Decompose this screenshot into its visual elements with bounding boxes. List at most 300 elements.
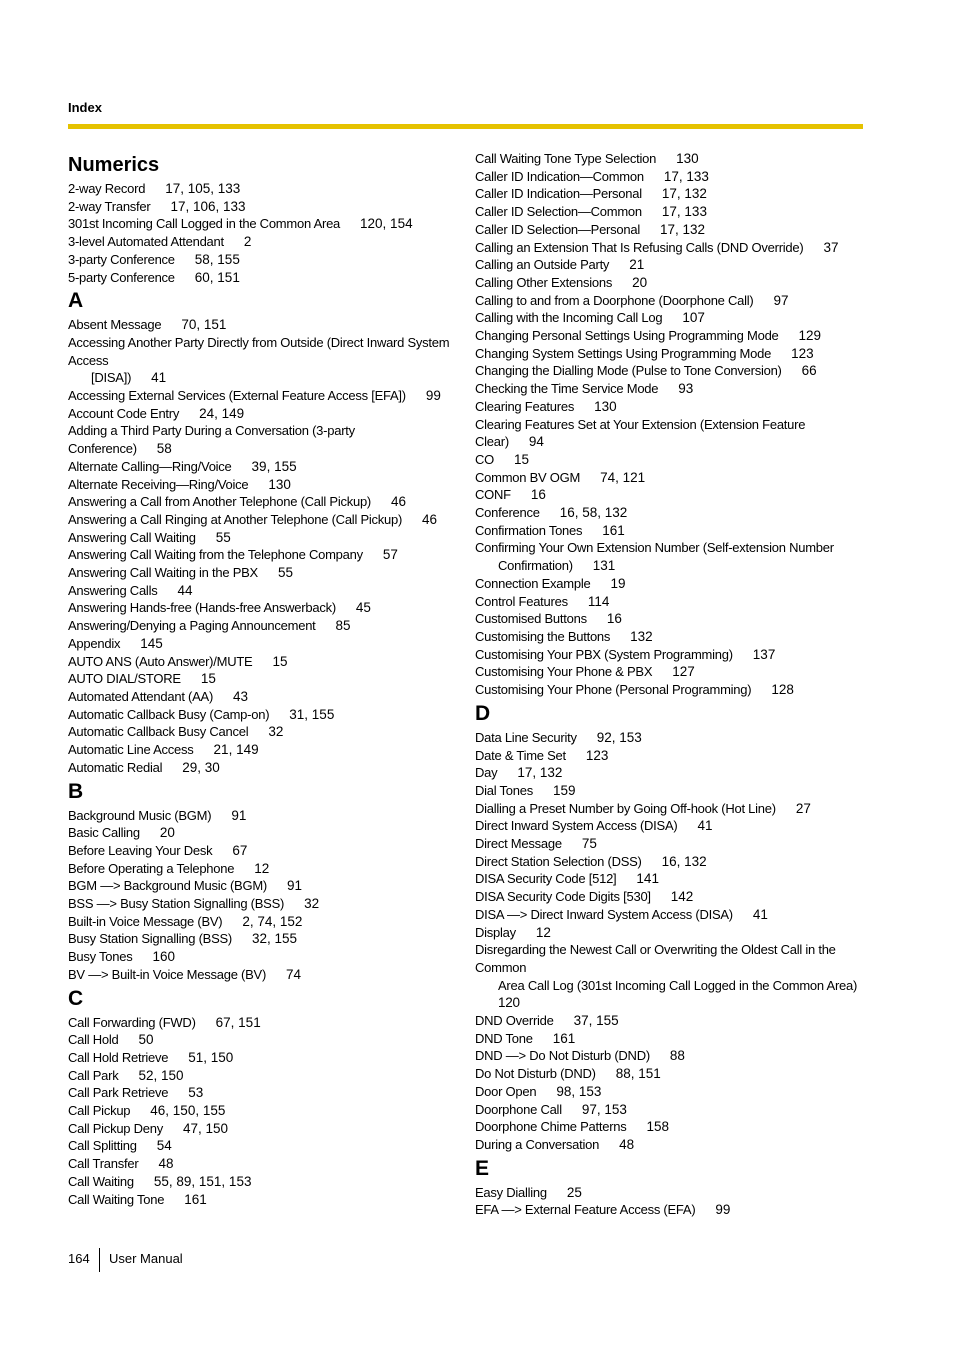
entry-pages: 58, 155 (194, 251, 240, 267)
entry-pages: 98, 153 (556, 1083, 602, 1099)
entry-pages: 41 (752, 906, 768, 922)
entry-term: Date & Time Set (475, 747, 566, 763)
entry-term: Clearing Features Set at Your Extension (Extension Feature Clear) (475, 416, 806, 450)
entry-term: 2-way Transfer (68, 198, 151, 214)
index-section (475, 1154, 867, 1219)
entry-term: Busy Tones (68, 949, 133, 965)
index-entry (68, 895, 460, 913)
index-entry (475, 853, 867, 871)
entry-term: Answering Call Waiting in the PBX (68, 565, 258, 581)
entry-pages: 16, 132 (661, 853, 707, 869)
index-column-left (68, 150, 460, 1208)
entry-pages: 21, 149 (213, 742, 259, 758)
index-entry (68, 842, 460, 860)
entry-term: Alternate Calling—Ring/Voice (68, 458, 232, 474)
entry-pages: 159 (552, 782, 576, 798)
entry-pages: 145 (140, 635, 163, 651)
footer-page-number: 164 (68, 1251, 90, 1266)
index-entry (68, 493, 460, 511)
entry-pages: 107 (682, 310, 705, 326)
entry-continuation-text: Confirmation) (498, 558, 573, 574)
entry-pages: 17, 133 (663, 168, 709, 184)
entry-term: Calling with the Incoming Call Log (475, 310, 663, 326)
index-entry (68, 251, 460, 269)
entry-pages: 51, 150 (188, 1049, 234, 1065)
entry-term: Call Waiting (68, 1173, 134, 1189)
entry-term: EFA —> External Feature Access (EFA) (475, 1202, 696, 1218)
entry-term: Changing Personal Settings Using Programming Mode (475, 328, 779, 344)
entry-term: Call Waiting Tone Type Selection (475, 151, 657, 166)
index-entry (68, 233, 460, 251)
entry-term: Automated Attendant (AA) (68, 688, 214, 704)
entry-pages: 70, 151 (181, 317, 227, 333)
entry-pages: 52, 150 (138, 1067, 184, 1083)
entry-term: Automatic Line Access (68, 742, 194, 758)
index-entry (68, 215, 460, 233)
entry-pages: 48 (619, 1136, 635, 1152)
index-entry (68, 670, 460, 688)
entry-term: Answering Call Waiting from the Telephone Company (68, 547, 363, 563)
entry-pages: 99 (715, 1202, 731, 1218)
index-entry (68, 824, 460, 842)
entry-term: Day (475, 765, 498, 781)
index-entry (475, 870, 867, 888)
entry-term: DND Tone (475, 1030, 533, 1046)
index-entry (475, 451, 867, 469)
index-entry (68, 387, 460, 405)
entry-pages: 50 (138, 1032, 154, 1048)
index-entry (475, 888, 867, 906)
entry-term: Customising Your Phone (Personal Programming) (475, 682, 752, 698)
index-entry (68, 930, 460, 948)
entry-pages: 24, 149 (199, 405, 245, 421)
entry-term: Answering Hands-free (Hands-free Answerback) (68, 600, 336, 616)
index-entry (475, 782, 867, 800)
entry-term: DND Override (475, 1013, 554, 1029)
index-entry (68, 316, 460, 334)
index-section (475, 699, 867, 1154)
index-entry (68, 877, 460, 895)
entry-pages: 17, 132 (659, 221, 706, 237)
index-entry (475, 239, 867, 257)
entry-term: CO (475, 451, 494, 467)
section-heading: C (68, 986, 84, 1010)
index-entry (475, 575, 867, 593)
entry-pages: 31, 155 (289, 706, 335, 722)
entry-pages: 32 (268, 724, 284, 740)
entry-pages: 55 (277, 565, 293, 581)
entry-pages: 88, 151 (615, 1066, 661, 1082)
section-heading: E (475, 1156, 490, 1180)
index-column-right (475, 150, 867, 1219)
entry-pages: 158 (646, 1119, 670, 1135)
index-entry (475, 185, 867, 203)
index-entry (475, 539, 867, 574)
entry-pages: 66 (801, 363, 817, 379)
entry-term: Accessing Another Party Directly from Outside (Direct Inward System Access (68, 334, 450, 368)
entry-term: Clearing Features (475, 398, 575, 414)
index-entry (475, 747, 867, 765)
index-entry (68, 688, 460, 706)
index-entry (68, 269, 460, 287)
entry-term: Answering/Denying a Paging Announcement (68, 618, 316, 634)
index-section (475, 150, 867, 699)
entry-pages: 120, 154 (360, 216, 413, 232)
entry-pages: 2, 74, 152 (242, 913, 303, 929)
entry-term: Common BV OGM (475, 469, 581, 485)
entry-term: Connection Example (475, 575, 591, 591)
footer-separator (99, 1248, 100, 1272)
index-entry (475, 416, 867, 451)
index-entry (475, 469, 867, 487)
entry-pages: 92, 153 (596, 729, 642, 745)
entry-term: DISA Security Code Digits [530] (475, 889, 651, 905)
entry-term: Customised Buttons (475, 611, 587, 627)
index-entry (68, 458, 460, 476)
entry-pages: 19 (610, 575, 626, 591)
index-entry (475, 1136, 867, 1154)
index-entry (68, 1137, 460, 1155)
index-entry (475, 522, 867, 540)
index-entry (68, 635, 460, 653)
entry-pages: 45 (355, 600, 371, 616)
entry-term: Customising Your PBX (System Programming) (475, 646, 733, 662)
entry-pages: 88 (669, 1048, 685, 1064)
index-entry (68, 1014, 460, 1032)
entry-term: Easy Dialling (475, 1184, 547, 1200)
index-entry (475, 380, 867, 398)
entry-pages: 99 (425, 388, 441, 404)
entry-pages: 131 (592, 558, 616, 574)
entry-term: Direct Station Selection (DSS) (475, 853, 642, 869)
entry-term: Checking the Time Service Mode (475, 381, 659, 397)
entry-term: Answering a Call Ringing at Another Telephone (Call Pickup) (68, 511, 403, 527)
entry-pages: 48 (158, 1156, 174, 1172)
entry-term: Dial Tones (475, 782, 533, 798)
entry-pages: 97 (773, 292, 789, 308)
entry-pages: 91 (287, 878, 303, 894)
entry-pages: 161 (602, 522, 625, 538)
entry-pages: 37 (823, 239, 839, 255)
index-entry (68, 546, 460, 564)
index-entry (68, 564, 460, 582)
entry-pages: 75 (581, 836, 597, 852)
entry-pages: 32 (304, 896, 320, 912)
entry-pages: 58 (156, 441, 172, 457)
index-entry (68, 723, 460, 741)
entry-pages: 161 (552, 1030, 576, 1046)
index-entry (68, 966, 460, 984)
entry-pages: 60, 151 (194, 269, 240, 285)
entry-term: Accessing External Services (External Feature Access [EFA]) (68, 388, 406, 404)
entry-continuation-text: [DISA]) (91, 370, 132, 386)
entry-term: Disregarding the Newest Call or Overwriting the Oldest Call in the Common (475, 942, 836, 975)
index-entry (475, 309, 867, 327)
index-entry (68, 1067, 460, 1085)
index-entry (475, 1065, 867, 1083)
entry-term: During a Conversation (475, 1136, 600, 1152)
entry-pages: 20 (632, 274, 648, 290)
entry-pages: 15 (200, 671, 216, 687)
index-entry (475, 1047, 867, 1065)
entry-term: Caller ID Selection—Personal (475, 221, 640, 237)
entry-term: Confirming Your Own Extension Number (Self-extension Number (475, 540, 834, 556)
index-entry (68, 476, 460, 494)
index-entry (475, 345, 867, 363)
index-entry (68, 529, 460, 547)
index-entry (475, 274, 867, 292)
index-entry (68, 1191, 460, 1209)
index-entry (68, 807, 460, 825)
entry-pages: 41 (151, 370, 167, 386)
index-entry (68, 511, 460, 529)
entry-pages: 67 (232, 842, 248, 858)
index-entry (68, 1031, 460, 1049)
index-entry (475, 681, 867, 699)
entry-pages: 43 (233, 688, 249, 704)
entry-pages: 114 (587, 593, 610, 609)
entry-term: Caller ID Indication—Common (475, 168, 644, 184)
entry-continuation (475, 977, 867, 995)
index-section (68, 984, 460, 1209)
entry-term: Before Operating a Telephone (68, 860, 235, 876)
header-rule (68, 124, 863, 129)
entry-term: Customising Your Phone & PBX (475, 664, 653, 680)
entry-term: Call Splitting (68, 1138, 137, 1154)
entry-term: 3-party Conference (68, 251, 175, 267)
entry-term: Answering Call Waiting (68, 529, 196, 545)
entry-term: Changing System Settings Using Programming Mode (475, 345, 772, 361)
entry-pages: 127 (672, 664, 695, 680)
index-entry (475, 663, 867, 681)
entry-pages: 44 (177, 582, 193, 598)
entry-term: Background Music (BGM) (68, 807, 212, 823)
entry-pages: 55 (215, 529, 231, 545)
index-entry (475, 906, 867, 924)
section-heading: Numerics (68, 154, 160, 176)
entry-continuation (475, 557, 867, 575)
entry-pages: 15 (514, 451, 530, 467)
entry-term: Call Hold (68, 1032, 119, 1048)
entry-pages: 54 (156, 1138, 172, 1154)
index-entry (475, 327, 867, 345)
entry-pages: 16 (530, 487, 546, 503)
entry-term: Doorphone Call (475, 1101, 562, 1117)
entry-pages: 32, 155 (252, 931, 298, 947)
index-entry (475, 486, 867, 504)
index-entry (475, 150, 867, 168)
entry-pages: 16, 58, 132 (559, 505, 628, 521)
entry-pages: 41 (697, 818, 713, 834)
index-entry (68, 1102, 460, 1120)
index-section (68, 286, 460, 776)
entry-pages: 91 (231, 807, 247, 823)
entry-term: Automatic Callback Busy (Camp-on) (68, 706, 270, 722)
entry-term: Control Features (475, 593, 568, 609)
entry-term: DND —> Do Not Disturb (DND) (475, 1048, 650, 1064)
entry-term: Call Pickup Deny (68, 1120, 163, 1136)
entry-pages: 46 (391, 494, 407, 510)
index-entry (68, 741, 460, 759)
index-entry (475, 593, 867, 611)
index-section (68, 777, 460, 984)
entry-pages: 39, 155 (251, 458, 297, 474)
entry-term: Automatic Redial (68, 759, 163, 775)
entry-pages: 130 (268, 476, 291, 492)
entry-pages: 57 (382, 547, 398, 563)
entry-pages: 17, 132 (661, 186, 707, 202)
index-entry (68, 1173, 460, 1191)
entry-pages: 47, 150 (183, 1120, 229, 1136)
entry-term: Call Hold Retrieve (68, 1049, 169, 1065)
index-entry (68, 653, 460, 671)
index-entry (68, 1049, 460, 1067)
index-entry (475, 835, 867, 853)
entry-term: Display (475, 924, 516, 940)
entry-term: Appendix (68, 635, 121, 651)
entry-pages: 85 (335, 618, 351, 634)
index-entry (68, 198, 460, 216)
index-entry (475, 628, 867, 646)
entry-pages: 74 (286, 966, 302, 982)
index-entry (475, 764, 867, 782)
entry-pages: 12 (535, 924, 551, 940)
index-entry (68, 706, 460, 724)
index-entry (475, 398, 867, 416)
entry-term: Doorphone Chime Patterns (475, 1119, 627, 1135)
entry-pages: 132 (630, 628, 653, 644)
entry-pages: 12 (254, 860, 270, 876)
index-entry (68, 948, 460, 966)
entry-pages: 94 (528, 434, 544, 450)
entry-term: CONF (475, 487, 511, 503)
entry-continuation-text: Area Call Log (301st Incoming Call Logged in the Common Area) (498, 977, 858, 993)
entry-pages: 21 (629, 257, 645, 273)
entry-pages: 16 (606, 611, 622, 627)
index-entry (475, 292, 867, 310)
index-entry (475, 1030, 867, 1048)
index-entry (68, 1155, 460, 1173)
index-entry (68, 180, 460, 198)
entry-term: Conference (475, 505, 540, 521)
section-heading: D (475, 701, 491, 725)
index-entry (68, 1120, 460, 1138)
entry-term: Account Code Entry (68, 405, 180, 421)
entry-term: Caller ID Selection—Common (475, 204, 642, 220)
index-entry (475, 646, 867, 664)
index-entry (475, 1201, 867, 1219)
entry-term: Do Not Disturb (DND) (475, 1066, 596, 1082)
entry-term: Direct Message (475, 836, 562, 852)
entry-pages: 15 (272, 653, 288, 669)
entry-pages: 120 (498, 995, 520, 1011)
index-entry (475, 203, 867, 221)
entry-term: Answering a Call from Another Telephone (Call Pickup) (68, 494, 372, 510)
entry-pages: 130 (676, 151, 699, 166)
entry-term: Call Forwarding (FWD) (68, 1014, 196, 1030)
entry-pages: 2 (243, 234, 252, 250)
entry-pages: 17, 132 (517, 765, 563, 781)
entry-pages: 93 (678, 381, 694, 397)
entry-term: Call Park Retrieve (68, 1085, 169, 1101)
entry-pages: 46, 150, 155 (150, 1103, 226, 1119)
entry-continuation (68, 369, 460, 387)
entry-term: Absent Message (68, 317, 162, 333)
index-entry (68, 759, 460, 777)
index-entry (68, 334, 460, 387)
index-entry (475, 1012, 867, 1030)
entry-term: Changing the Dialling Mode (Pulse to Tone Conversion) (475, 363, 782, 379)
index-entry (475, 362, 867, 380)
entry-term: 301st Incoming Call Logged in the Common Area (68, 216, 341, 232)
entry-term: BV —> Built-in Voice Message (BV) (68, 966, 267, 982)
index-entry (475, 1118, 867, 1136)
index-entry (68, 405, 460, 423)
index-entry (475, 504, 867, 522)
entry-term: Built-in Voice Message (BV) (68, 913, 223, 929)
entry-pages: 123 (791, 345, 814, 361)
entry-term: AUTO ANS (Auto Answer)/MUTE (68, 653, 253, 669)
entry-term: DISA Security Code [512] (475, 871, 617, 887)
index-entry (475, 168, 867, 186)
section-heading: A (68, 289, 84, 313)
index-entry (475, 729, 867, 747)
entry-term: Direct Inward System Access (DISA) (475, 818, 678, 834)
entry-term: DISA —> Direct Inward System Access (DISA) (475, 906, 733, 922)
entry-term: Answering Calls (68, 582, 158, 598)
entry-term: Door Open (475, 1083, 537, 1099)
entry-pages: 74, 121 (600, 469, 646, 485)
entry-term: Caller ID Indication—Personal (475, 186, 642, 202)
index-section (68, 150, 460, 286)
entry-pages: 17, 133 (661, 204, 707, 220)
index-entry (68, 1084, 460, 1102)
index-entry (475, 817, 867, 835)
index-entry (68, 422, 460, 457)
entry-pages: 55, 89, 151, 153 (153, 1173, 252, 1189)
index-entry (475, 221, 867, 239)
entry-pages: 37, 155 (573, 1013, 619, 1029)
index-entry (475, 941, 867, 1012)
entry-term: Dialling a Preset Number by Going Off-hook (Hot Line) (475, 800, 776, 816)
entry-pages: 128 (771, 682, 794, 698)
entry-pages: 29, 30 (182, 759, 220, 775)
entry-term: Automatic Callback Busy Cancel (68, 724, 249, 740)
entry-pages: 27 (795, 800, 811, 816)
entry-term: BGM —> Background Music (BGM) (68, 878, 267, 894)
entry-term: Data Line Security (475, 729, 577, 745)
entry-term: Before Leaving Your Desk (68, 842, 213, 858)
index-entry (475, 800, 867, 818)
entry-term: Call Park (68, 1067, 119, 1083)
entry-pages: 130 (594, 398, 617, 414)
footer-manual-label: User Manual (109, 1251, 183, 1266)
entry-pages: 25 (566, 1184, 582, 1200)
entry-term: Customising the Buttons (475, 628, 611, 644)
index-entry (68, 617, 460, 635)
entry-pages: 17, 105, 133 (165, 181, 241, 196)
entry-term: BSS —> Busy Station Signalling (BSS) (68, 896, 285, 912)
index-entry (475, 1184, 867, 1202)
entry-pages: 20 (159, 825, 175, 841)
entry-term: Alternate Receiving—Ring/Voice (68, 476, 249, 492)
index-entry (475, 1101, 867, 1119)
index-entry (475, 610, 867, 628)
entry-term: Calling an Outside Party (475, 257, 610, 273)
index-entry (68, 860, 460, 878)
entry-pages: 17, 106, 133 (170, 198, 246, 214)
header-title: Index (68, 100, 102, 115)
